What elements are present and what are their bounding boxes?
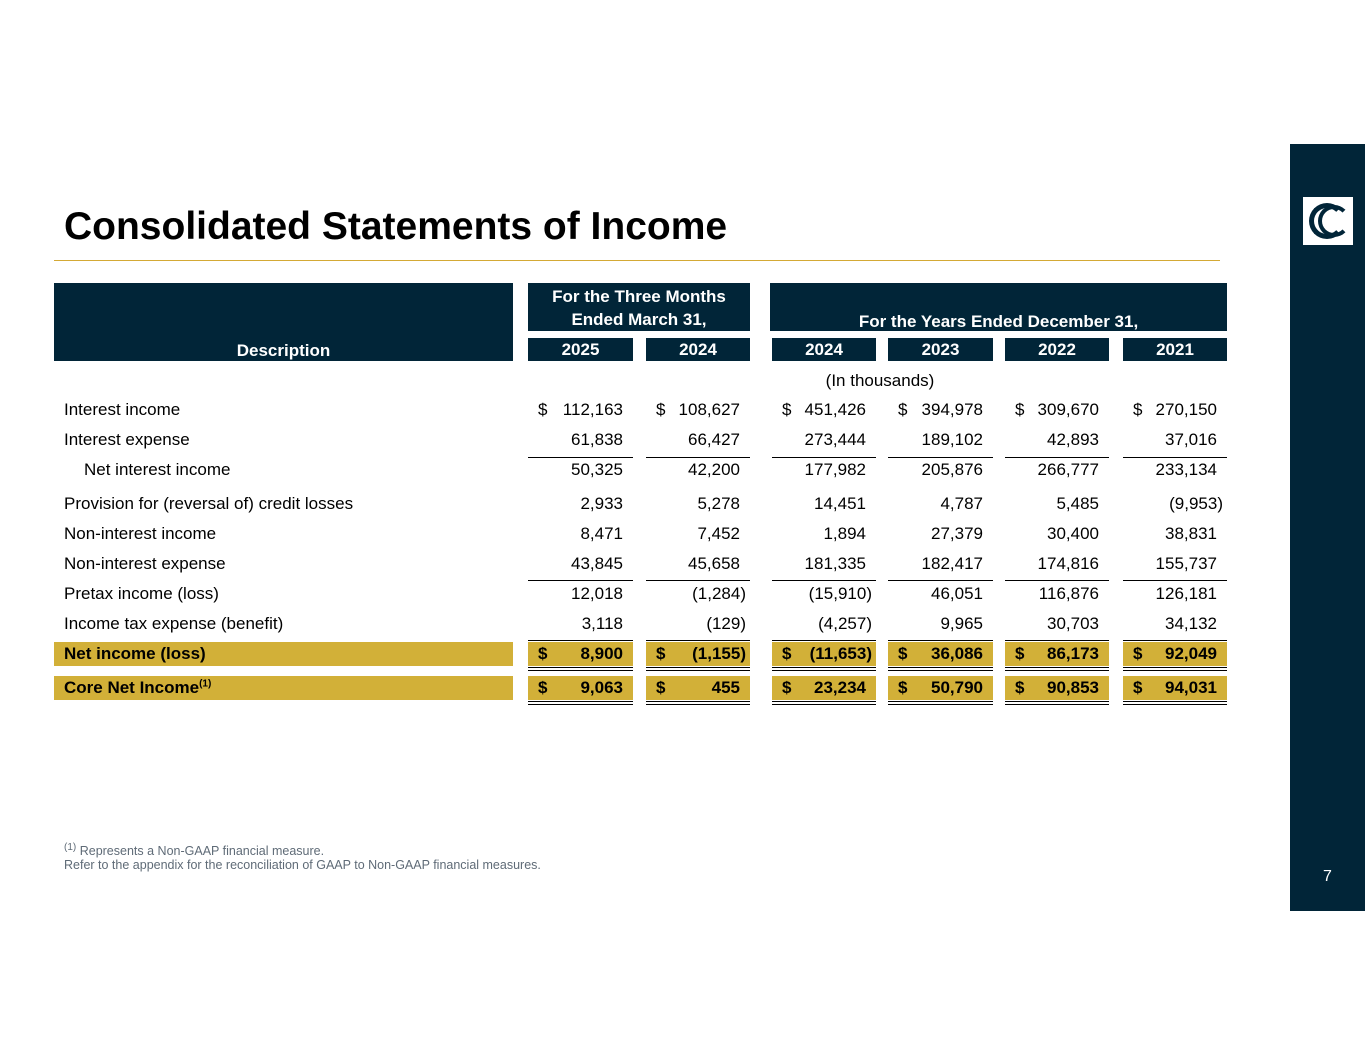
- cell-value: 50,325: [571, 460, 623, 479]
- footnote-text-1: Represents a Non-GAAP financial measure.: [79, 844, 325, 859]
- cell-value: 45,658: [688, 554, 740, 573]
- cell-value: 30,400: [1047, 524, 1099, 543]
- currency-symbol: $: [1133, 644, 1143, 663]
- cell-value: 94,031: [1165, 678, 1217, 697]
- subtotal-rule: [888, 457, 993, 458]
- cell-value: 112,163: [562, 400, 623, 419]
- currency-symbol: $: [538, 400, 548, 419]
- row-label: Provision for (reversal of) credit losses: [64, 494, 354, 513]
- double-underline: [1005, 667, 1109, 671]
- cell-value: (4,257): [818, 614, 872, 633]
- table-cell: [772, 522, 876, 546]
- subtotal-rule: [888, 580, 993, 581]
- table-cell: [646, 582, 750, 606]
- table-cell: [646, 458, 750, 482]
- cell-value: (1,155): [692, 644, 746, 663]
- currency-symbol: $: [656, 644, 666, 663]
- cell-value: (1,284): [692, 584, 746, 603]
- subtotal-rule: [772, 580, 876, 581]
- currency-symbol: $: [1133, 400, 1143, 419]
- currency-symbol: $: [538, 644, 548, 663]
- total-rule: [888, 640, 993, 641]
- table-cell: [1005, 582, 1109, 606]
- row-label: Non-interest income: [64, 524, 217, 543]
- subtotal-rule: [528, 580, 633, 581]
- table-cell: [1123, 612, 1227, 636]
- total-cell: [646, 642, 750, 666]
- cell-value: (15,910): [808, 584, 872, 603]
- double-underline: [772, 701, 876, 705]
- currency-symbol: $: [1133, 678, 1143, 697]
- cell-value: 86,173: [1047, 644, 1099, 663]
- table-cell: [888, 552, 993, 576]
- table-cell: [646, 492, 750, 516]
- table-cell: [646, 428, 750, 452]
- table-cell: [1005, 458, 1109, 482]
- double-underline: [528, 667, 633, 671]
- total-rule: [528, 640, 633, 641]
- cell-value: 46,051: [931, 584, 983, 603]
- table-cell: [888, 428, 993, 452]
- cell-value: 451,426: [804, 400, 866, 419]
- row-label: Income tax expense (benefit): [64, 614, 284, 633]
- double-underline: [1123, 701, 1227, 705]
- cell-value: 273,444: [804, 430, 866, 449]
- currency-symbol: $: [898, 644, 908, 663]
- cell-value: 1,894: [823, 524, 866, 543]
- table-cell: [888, 458, 993, 482]
- years-header: For the Years Ended December 31,: [770, 283, 1227, 331]
- double-underline: [1005, 701, 1109, 705]
- double-underline: [888, 701, 993, 705]
- row-label: Net interest income: [84, 460, 231, 479]
- table-cell: [772, 552, 876, 576]
- table-cell: [1123, 492, 1227, 516]
- total-label-text: [64, 678, 211, 698]
- table-cell: [646, 522, 750, 546]
- double-underline: [646, 667, 750, 671]
- cell-value: 34,132: [1165, 614, 1217, 633]
- cell-value: 174,816: [1037, 554, 1099, 573]
- table-cell: [528, 612, 633, 636]
- cell-value: 9,063: [580, 678, 623, 697]
- cell-value: 5,485: [1056, 494, 1099, 513]
- table-cell: [1123, 522, 1227, 546]
- total-label-text: [64, 644, 206, 664]
- cell-value: 233,134: [1155, 460, 1217, 479]
- table-cell: [1123, 458, 1227, 482]
- currency-symbol: $: [1015, 400, 1025, 419]
- page-title: Consolidated Statements of Income: [64, 205, 728, 248]
- total-cell: [528, 642, 633, 666]
- row-label: Interest income: [64, 400, 181, 419]
- double-underline: [888, 667, 993, 671]
- three-months-header: For the Three Months Ended March 31,: [528, 283, 750, 331]
- footnote-ref: (1): [199, 678, 212, 690]
- cell-value: 177,982: [804, 460, 866, 479]
- cell-value: (129): [706, 614, 746, 633]
- total-cell: [772, 642, 876, 666]
- row-label: Pretax income (loss): [64, 584, 219, 603]
- logo-c-inner-icon: [1318, 205, 1350, 237]
- currency-symbol: $: [1015, 644, 1025, 663]
- table-cell: [888, 522, 993, 546]
- table-cell: [1123, 552, 1227, 576]
- currency-symbol: $: [898, 400, 908, 419]
- cell-value: 205,876: [921, 460, 983, 479]
- total-cell: [1005, 676, 1109, 700]
- title-divider: [54, 260, 1220, 261]
- subtotal-rule: [646, 457, 750, 458]
- cell-value: 36,086: [931, 644, 983, 663]
- units-label: (In thousands): [825, 371, 935, 390]
- right-sidebar: [1290, 144, 1365, 911]
- company-logo: [1303, 197, 1353, 245]
- cell-value: 126,181: [1155, 584, 1217, 603]
- table-cell: [1005, 398, 1109, 422]
- cell-value: 266,777: [1037, 460, 1099, 479]
- cell-value: 37,016: [1165, 430, 1217, 449]
- table-cell: [1005, 552, 1109, 576]
- table-cell: [1123, 398, 1227, 422]
- currency-symbol: $: [782, 678, 792, 697]
- description-header: Description: [54, 283, 513, 361]
- cell-value: 23,234: [814, 678, 866, 697]
- cell-value: 270,150: [1155, 400, 1217, 419]
- cell-value: 5,278: [697, 494, 740, 513]
- total-rule: [646, 640, 750, 641]
- cell-value: 4,787: [940, 494, 983, 513]
- total-cell: [528, 676, 633, 700]
- subtotal-rule: [1005, 457, 1109, 458]
- table-cell: [528, 458, 633, 482]
- row-label: Interest expense: [64, 430, 190, 449]
- table-cell: [646, 398, 750, 422]
- table-cell: [772, 492, 876, 516]
- currency-symbol: $: [898, 678, 908, 697]
- currency-symbol: $: [538, 678, 548, 697]
- cell-value: 27,379: [931, 524, 983, 543]
- double-underline: [528, 701, 633, 705]
- table-cell: [528, 522, 633, 546]
- total-cell: [1123, 676, 1227, 700]
- table-cell: [528, 582, 633, 606]
- table-cell: [888, 582, 993, 606]
- footnote-line-2: Refer to the appendix for the reconciliation of GAAP to Non-GAAP financial measures.: [64, 858, 541, 872]
- table-cell: [1005, 612, 1109, 636]
- cell-value: 42,893: [1047, 430, 1099, 449]
- year-header-6: 2021: [1123, 338, 1227, 361]
- table-cell: [646, 552, 750, 576]
- table-cell: [772, 458, 876, 482]
- subtotal-rule: [1123, 580, 1227, 581]
- currency-symbol: $: [656, 678, 666, 697]
- year-header-4: 2023: [888, 338, 993, 361]
- cell-value: 2,933: [580, 494, 623, 513]
- subtotal-rule: [1123, 457, 1227, 458]
- cell-value: 182,417: [921, 554, 983, 573]
- year-header-3: 2024: [772, 338, 876, 361]
- subtotal-rule: [646, 580, 750, 581]
- cell-value: 7,452: [697, 524, 740, 543]
- cell-value: 38,831: [1165, 524, 1217, 543]
- table-cell: [528, 428, 633, 452]
- cell-value: 108,627: [678, 400, 740, 419]
- cell-value: 66,427: [688, 430, 740, 449]
- cell-value: (9,953): [1169, 494, 1223, 513]
- total-rule: [772, 640, 876, 641]
- cell-value: 12,018: [571, 584, 623, 603]
- total-cell: [646, 676, 750, 700]
- cell-value: 155,737: [1155, 554, 1217, 573]
- total-rule: [1005, 640, 1109, 641]
- table-cell: [888, 492, 993, 516]
- row-label: Non-interest expense: [64, 554, 226, 573]
- total-label: Net income (loss): [64, 644, 206, 663]
- cell-value: 61,838: [571, 430, 623, 449]
- table-cell: [772, 612, 876, 636]
- total-row-label: [54, 642, 513, 666]
- double-underline: [646, 701, 750, 705]
- cell-value: 8,471: [580, 524, 623, 543]
- table-cell: [1005, 492, 1109, 516]
- footnote-mark: (1): [64, 842, 77, 853]
- cell-value: 3,118: [581, 614, 623, 633]
- cell-value: 30,703: [1047, 614, 1099, 633]
- cell-value: 455: [711, 678, 740, 697]
- double-underline: [1123, 667, 1227, 671]
- double-underline: [772, 667, 876, 671]
- table-cell: [528, 552, 633, 576]
- table-cell: [528, 398, 633, 422]
- table-cell: [1123, 428, 1227, 452]
- table-cell: [772, 428, 876, 452]
- table-cell: [646, 612, 750, 636]
- total-row-label: [54, 676, 513, 700]
- table-cell: [1123, 582, 1227, 606]
- currency-symbol: $: [782, 400, 792, 419]
- table-cell: [528, 492, 633, 516]
- subtotal-rule: [528, 457, 633, 458]
- cell-value: 116,876: [1038, 584, 1099, 603]
- total-cell: [888, 642, 993, 666]
- page-number: 7: [1323, 868, 1332, 885]
- table-cell: [772, 398, 876, 422]
- cell-value: (11,653): [809, 644, 872, 663]
- footnote-line-1: [64, 842, 324, 858]
- total-label: Core Net Income: [64, 678, 200, 697]
- currency-symbol: $: [1015, 678, 1025, 697]
- table-cell: [772, 582, 876, 606]
- year-header-2: 2024: [646, 338, 750, 361]
- year-header-5: 2022: [1005, 338, 1109, 361]
- total-cell: [888, 676, 993, 700]
- total-rule: [1123, 640, 1227, 641]
- cell-value: 92,049: [1165, 644, 1217, 663]
- currency-symbol: $: [782, 644, 792, 663]
- cell-value: 189,102: [921, 430, 983, 449]
- currency-symbol: $: [656, 400, 666, 419]
- cell-value: 8,900: [580, 644, 623, 663]
- total-cell: [772, 676, 876, 700]
- year-header-1: 2025: [528, 338, 633, 361]
- cell-value: 50,790: [931, 678, 983, 697]
- table-cell: [888, 398, 993, 422]
- table-cell: [1005, 522, 1109, 546]
- table-cell: [888, 612, 993, 636]
- cell-value: 9,965: [940, 614, 983, 633]
- table-cell: [1005, 428, 1109, 452]
- cell-value: 309,670: [1037, 400, 1099, 419]
- subtotal-rule: [1005, 580, 1109, 581]
- total-cell: [1005, 642, 1109, 666]
- cell-value: 43,845: [571, 554, 623, 573]
- subtotal-rule: [772, 457, 876, 458]
- cell-value: 181,335: [804, 554, 866, 573]
- cell-value: 90,853: [1047, 678, 1099, 697]
- cell-value: 42,200: [688, 460, 740, 479]
- total-cell: [1123, 642, 1227, 666]
- cell-value: 14,451: [814, 494, 866, 513]
- cell-value: 394,978: [921, 400, 983, 419]
